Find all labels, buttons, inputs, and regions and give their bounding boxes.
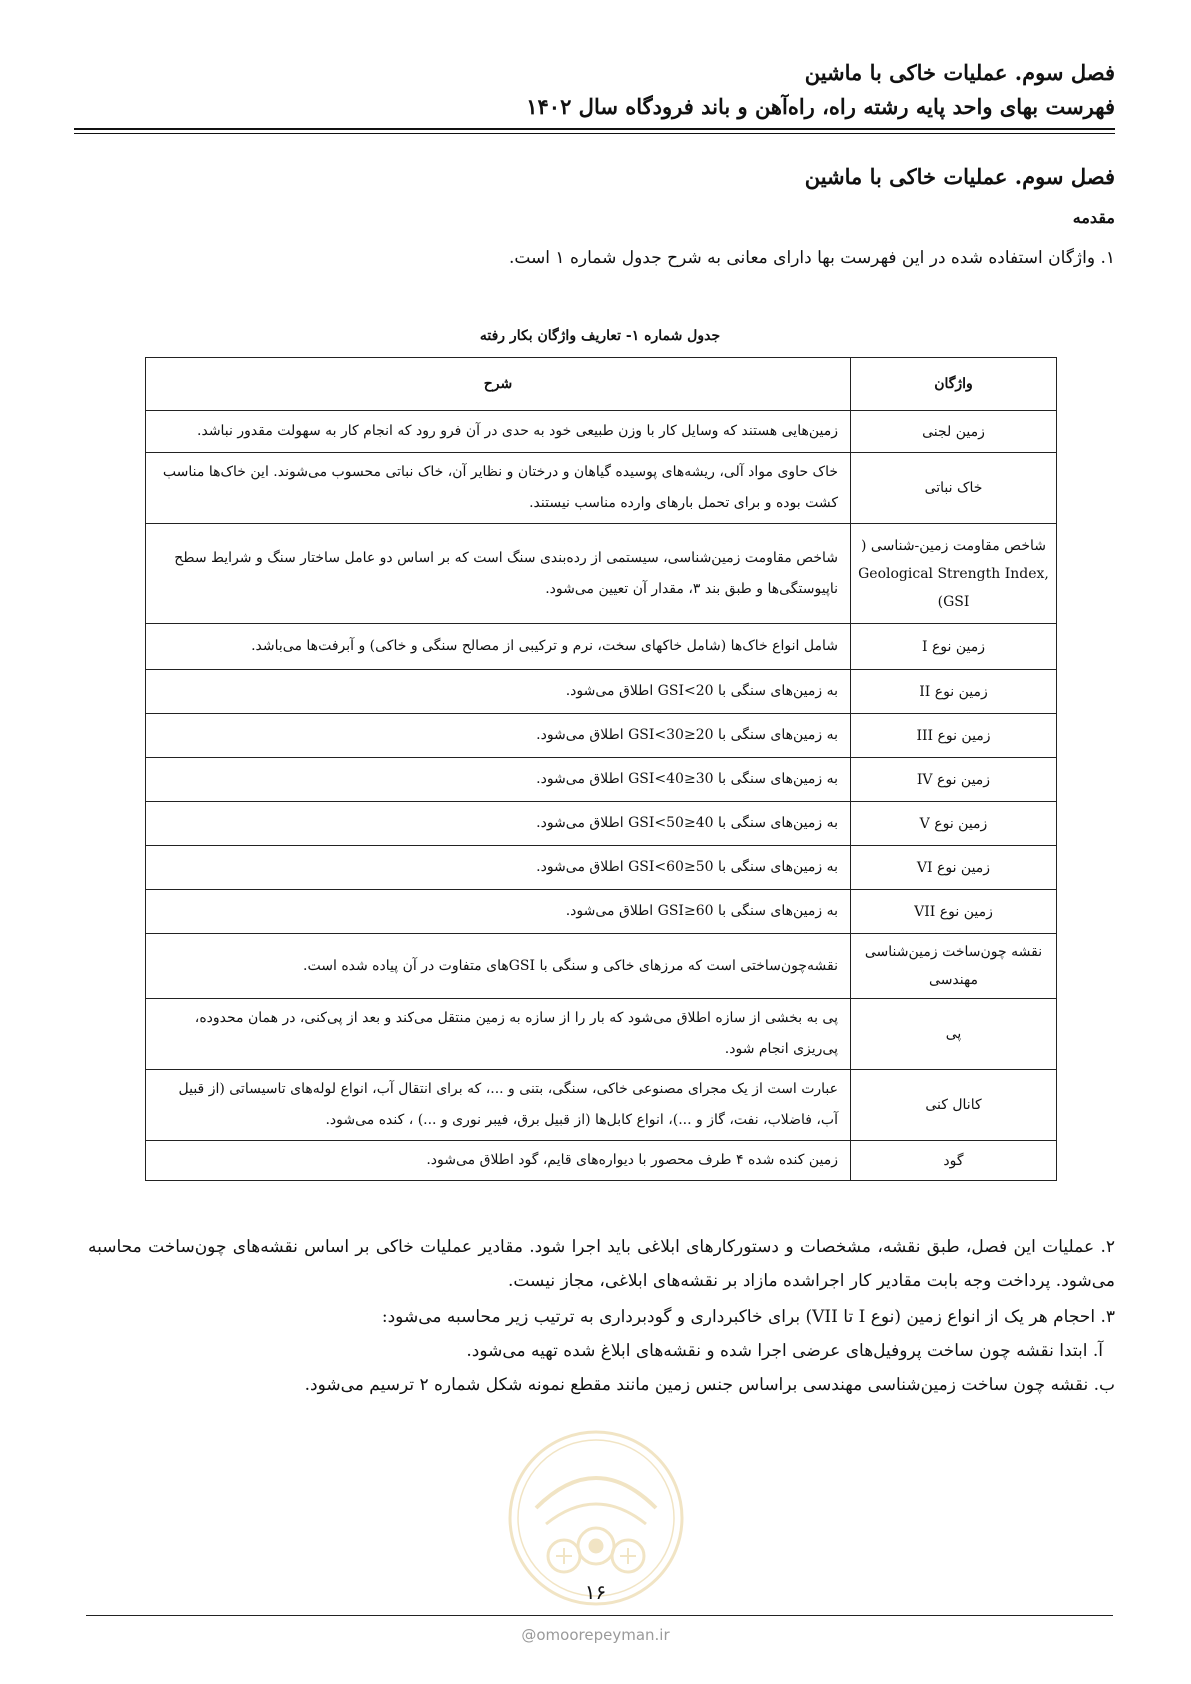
definitions-table <box>145 357 1057 1181</box>
term-cell: زمین نوع II <box>851 670 1057 714</box>
paragraph-3b: ب. نقشه چون ساخت زمین‌شناسی مهندسی براساس جنس زمین مانند مقطع نمونه شکل شماره ۲ ترسیم می‌شود. <box>304 1375 1115 1395</box>
table-row <box>146 624 1057 670</box>
description-cell: زمین کنده شده ۴ طرف محصور با دیواره‌های قایم، گود اطلاق می‌شود. <box>146 1141 851 1181</box>
paragraph-1: ۱. واژگان استفاده شده در این فهرست بها دارای معانی به شرح جدول شماره ۱ است. <box>508 248 1115 268</box>
term-cell: زمین نوع I <box>851 624 1057 670</box>
description-cell: پی به بخشی از سازه اطلاق می‌شود که بار را از سازه به زمین منتقل می‌کند و بعد از پی‌کنی، در همان محدوده، پی‌ریزی انجام شود. <box>146 999 851 1070</box>
description-cell: به زمین‌های سنگی با 60≤GSI اطلاق می‌شود. <box>146 890 851 934</box>
description-cell: عبارت است از یک مجرای مصنوعی خاکی، سنگی، بتنی و ...، که برای انتقال آب، انواع لوله‌های تاسیساتی (از قبیل آب، فاضلاب، نفت، گاز و ...)، انواع کابل‌ها (از قبیل برق، فیبر نوری و ...) ، کنده می‌شود. <box>146 1070 851 1141</box>
footer-divider <box>86 1615 1113 1616</box>
term-cell: خاک نباتی <box>851 453 1057 524</box>
description-cell: به زمین‌های سنگی با 30≤GSI<40 اطلاق می‌شود. <box>146 758 851 802</box>
description-cell: به زمین‌های سنگی با 20≤GSI<30 اطلاق می‌شود. <box>146 714 851 758</box>
table-row <box>146 411 1057 453</box>
term-cell: زمین لجنی <box>851 411 1057 453</box>
description-cell: شاخص مقاومت زمین‌شناسی، سیستمی از رده‌بندی سنگ است که بر اساس دو عامل ساختار سنگ و شرایط سطح ناپیوستگی‌ها و طبق بند ۳، مقدار آن تعیین می‌شود. <box>146 524 851 624</box>
term-cell: گود <box>851 1141 1057 1181</box>
header-chapter: فصل سوم. عملیات خاکی با ماشین <box>804 60 1115 85</box>
description-cell: خاک حاوی مواد آلی، ریشه‌های پوسیده گیاهان و درختان و نظایر آن، خاک نباتی محسوب می‌شوند. این خاک‌ها مناسب کشت بوده و برای تحمل بارهای وارده مناسب نیستند. <box>146 453 851 524</box>
column-header-term: واژگان <box>851 358 1057 411</box>
description-cell: زمین‌هایی هستند که وسایل کار با وزن طبیعی خود به حدی در آن فرو رود که انجام کار به سهولت مقدور نباشد. <box>146 411 851 453</box>
term-cell: زمین نوع III <box>851 714 1057 758</box>
term-cell: زمین نوع IV <box>851 758 1057 802</box>
table-row <box>146 1070 1057 1141</box>
description-cell: نقشه‌چون‌ساختی است که مرزهای خاکی و سنگی با GSIهای متفاوت در آن پیاده شده است. <box>146 934 851 999</box>
table-row <box>146 846 1057 890</box>
table-row <box>146 934 1057 999</box>
table-row <box>146 999 1057 1070</box>
table-row <box>146 670 1057 714</box>
running-header <box>76 56 1115 124</box>
term-cell <box>851 524 1057 624</box>
column-header-description: شرح <box>146 358 851 411</box>
section-title: مقدمه <box>1072 208 1115 227</box>
description-cell: به زمین‌های سنگی با 50≤GSI<60 اطلاق می‌شود. <box>146 846 851 890</box>
term-cell: زمین نوع VI <box>851 846 1057 890</box>
paragraph-3: ۳. احجام هر یک از انواع زمین (نوع I تا VII) برای خاکبرداری و گودبرداری به ترتیب زیر محاسبه می‌شود: <box>381 1307 1115 1327</box>
table-row <box>146 1141 1057 1181</box>
paragraph-2: ۲. عملیات این فصل، طبق نقشه، مشخصات و دستورکارهای ابلاغی باید اجرا شود. مقادیر عملیات خاکی بر اساس نقشه‌های چون‌ساخت محاسبه می‌شود. پرداخت وجه بابت مقادیر کار اجراشده مازاد بر نقشه‌های ابلاغی، مجاز نیست. <box>88 1237 1115 1291</box>
description-cell: شامل انواع خاک‌ها (شامل خاکهای سخت، نرم و ترکیبی از مصالح سنگی و خاکی) و آبرفت‌ها می‌باشد. <box>146 624 851 670</box>
footer-website-handle: @omoorepeyman.ir <box>521 1626 670 1644</box>
chapter-title: فصل سوم. عملیات خاکی با ماشین <box>804 164 1115 189</box>
table-caption: جدول شماره ۱- تعاریف واژگان بکار رفته <box>479 328 721 344</box>
table-row <box>146 758 1057 802</box>
table-row <box>146 890 1057 934</box>
description-cell: به زمین‌های سنگی با GSI<20 اطلاق می‌شود. <box>146 670 851 714</box>
paragraph-3a: آ. ابتدا نقشه چون ساخت پروفیل‌های عرضی اجرا شده و نقشه‌های ابلاغ شده تهیه می‌شود. <box>466 1341 1103 1361</box>
term-cell: زمین نوع VII <box>851 890 1057 934</box>
table-row <box>146 524 1057 624</box>
term-cell: نقشه چون‌ساخت زمین‌شناسی مهندسی <box>851 934 1057 999</box>
table-row <box>146 453 1057 524</box>
page-number: ۱۶ <box>584 1580 607 1604</box>
header-divider-thin <box>74 133 1115 134</box>
term-cell: پی <box>851 999 1057 1070</box>
table-header-row <box>146 358 1057 411</box>
gsi-term-label: شاخص مقاومت زمین-شناسی ( Geological Strength Index, GSI) <box>858 537 1049 610</box>
table-row <box>146 714 1057 758</box>
table-row <box>146 802 1057 846</box>
term-cell: زمین نوع V <box>851 802 1057 846</box>
header-document-title: فهرست بهای واحد پایه رشته راه، راه‌آهن و باند فرودگاه سال ۱۴۰۲ <box>526 94 1115 119</box>
term-cell: کانال کنی <box>851 1070 1057 1141</box>
description-cell: به زمین‌های سنگی با 40≤GSI<50 اطلاق می‌شود. <box>146 802 851 846</box>
header-divider <box>74 128 1115 130</box>
